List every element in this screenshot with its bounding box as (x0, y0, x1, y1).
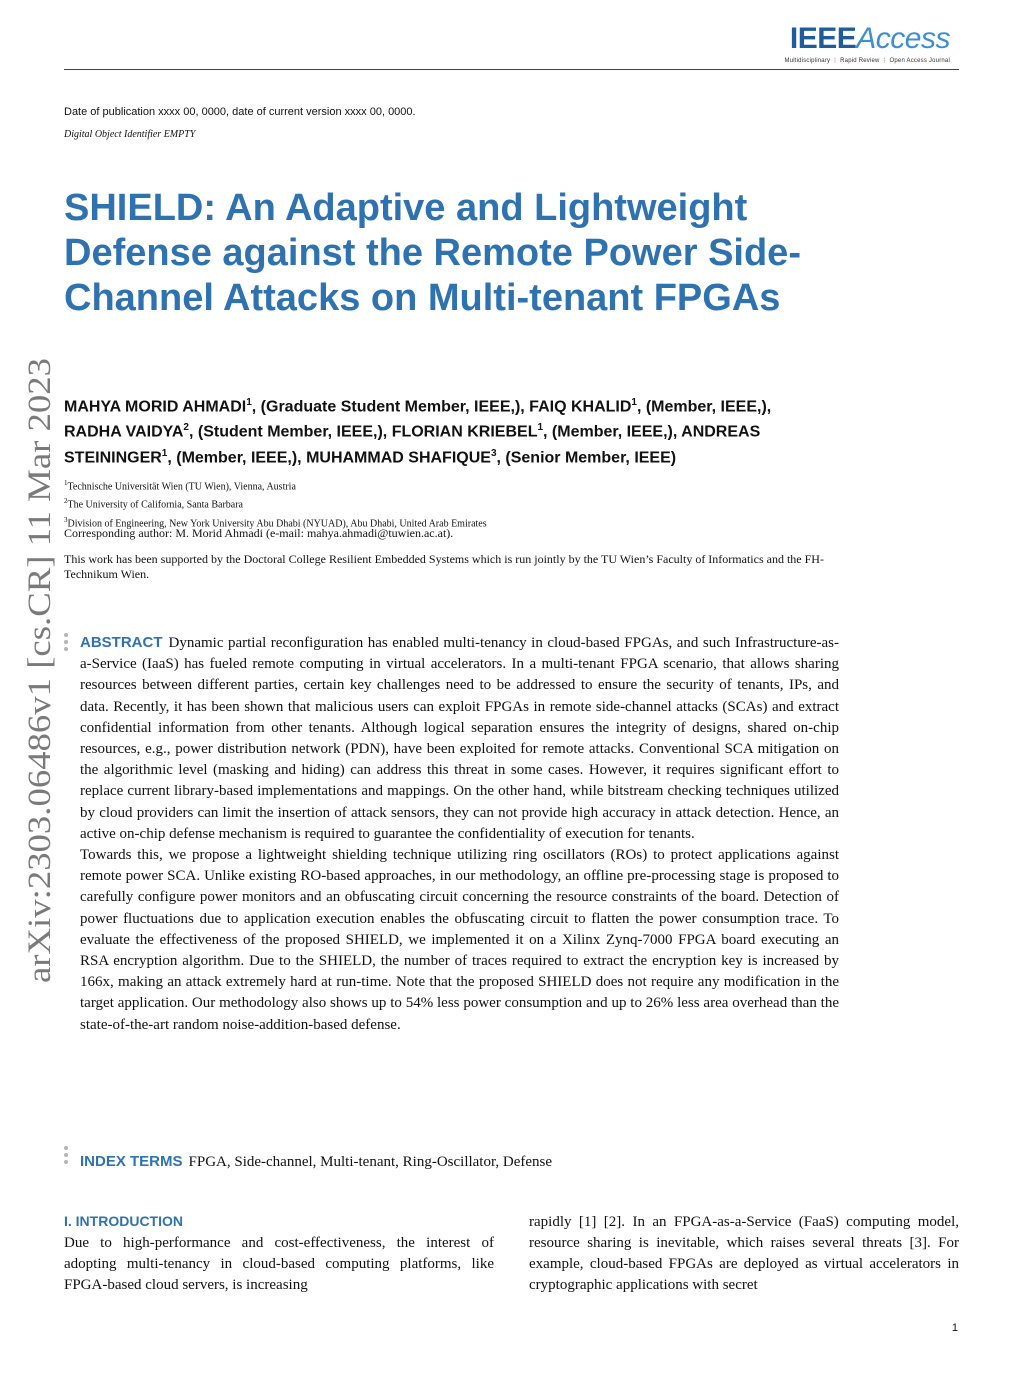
author-role: , (Member, IEEE,), (543, 423, 682, 441)
affiliation-text: Division of Engineering, New York University Abu Dhabi (NYUAD), Abu Dhabi, United Arab Emirates (67, 517, 487, 529)
author-affil-mark: 1 (631, 397, 637, 408)
author-role: , (Member, IEEE,), (167, 448, 307, 466)
author-name: FLORIAN KRIEBEL (391, 423, 538, 441)
author-name: MUHAMMAD SHAFIQUE (306, 448, 491, 466)
logo-wordmark (784, 24, 950, 54)
corresponding-author: Corresponding author: M. Morid Ahmadi (e-mail: mahya.ahmadi@tuwien.ac.at). (64, 526, 454, 540)
affiliation-mark: 3 (64, 515, 68, 524)
paper-title: SHIELD: An Adaptive and Lightweight Defense against the Remote Power Side-Channel Attacks on Multi-tenant FPGAs (64, 187, 801, 319)
author-name: FAIQ KHALID (529, 398, 632, 416)
author-role: , (Senior Member, IEEE) (496, 448, 677, 466)
abstract-label: ABSTRACT (80, 634, 163, 651)
section-heading-introduction: I. INTRODUCTION (64, 1213, 183, 1229)
affiliation-list (64, 476, 784, 531)
arxiv-stamp (12, 355, 62, 985)
funding-note: This work has been supported by the Doctoral College Resilient Embedded Systems which is run jointly by the TU Wien’s Faculty of Informatics and the FH-Technikum Wien. (64, 552, 824, 581)
author-affil-mark: 1 (161, 447, 168, 459)
page-number: 1 (951, 1322, 958, 1334)
logo-access: Access (856, 22, 950, 55)
author-name: ANDREAS STEININGER (64, 423, 761, 466)
author-affil-mark: 1 (246, 397, 252, 408)
publication-date: Date of publication xxxx 00, 0000, date of current version xxxx 00, 0000. (64, 106, 416, 118)
ieee-access-logo (784, 24, 950, 64)
affiliation-text: The University of California, Santa Barbara (67, 499, 243, 511)
author-list (64, 392, 784, 468)
intro-column-left: Due to high-performance and cost-effectiveness, the interest of adopting multi-tenancy in cloud-based computing platforms, like FPGA-based cloud servers, is increasing (64, 1235, 494, 1293)
author-role: , (Member, IEEE,), (636, 398, 772, 416)
index-terms (80, 1153, 552, 1171)
doi-line: Digital Object Identifier EMPTY (64, 129, 196, 140)
index-terms-dots-icon (64, 1146, 69, 1167)
affiliation-text: Technische Universität Wien (TU Wien), Vienna, Austria (67, 481, 296, 493)
abstract-section (80, 632, 839, 1036)
author-role: , (Graduate Student Member, IEEE,), (251, 398, 530, 416)
abstract-paragraph-2: Towards this, we propose a lightweight shielding technique utilizing ring oscillators (ROs) to protect applications against remote power SCA. Unlike existing RO-based approaches, in our methodology, an offline pre-processing stage is proposed to carefully configure power monitors and an obfuscating circuit concerning the resource constraints of the board. Detection of power fluctuations due to application execution enables the obfuscating circuit to flatten the power consumption trace. To evaluate the effectiveness of the proposed SHIELD, we implemented it on a Xilinx Zynq-7000 FPGA board executing an RSA encryption algorithm. Due to the SHIELD, the number of traces required to extract the encryption key is increased by 166x, making an attack extremely hard at run-time. Note that the proposed SHIELD does not require any modification in the target application. Our methodology also shows up to 54% less power consumption and up to 26% less area overhead than the state-of-the-art random noise-addition-based defense. (80, 847, 839, 1033)
author-affil-mark: 1 (537, 422, 544, 434)
logo-ieee: IEEE (789, 22, 857, 55)
intro-column-right: rapidly [1] [2]. In an FPGA-as-a-Service (FaaS) computing model, resource sharing is inevitable, which raises several threats [3]. For example, cloud-based FPGAs are deployed as virtual accelerators in cryptographic applications with secret (529, 1214, 959, 1293)
logo-tagline: Multidisciplinary ⋮ Rapid Review ⋮ Open Access Journal (784, 58, 950, 64)
abstract-dots-icon (64, 633, 69, 654)
author-name: RADHA VAIDYA (64, 423, 184, 441)
arxiv-identifier: arXiv:2303.06486v1 [cs.CR] 11 Mar 2023 (22, 421, 58, 983)
author-affil-mark: 2 (183, 422, 189, 434)
abstract-text-1: Dynamic partial reconfiguration has enabled multi-tenancy in cloud-based FPGAs, and such Infrastructure-as-a-Service (IaaS) has fueled remote computing in virtual accelerators. In a multi-tenant FPGA scenario, that allows sharing resources between different parties, certain key challenges need to be addressed to ensure the security of tenants, IPs, and data. Recently, it has been shown that malicious users can exploit FPGAs in remote side-channel attacks (SCAs) and extract confidential information from other tenants. Although logical separation ensures the integrity of designs, shared on-chip resources, e.g., power distribution network (PDN), have been exploited for remote attacks. Conventional SCA mitigation on the algorithmic level (masking and hiding) can address this threat in some cases. However, it requires significant effort to replace current library-based implementations and mappings. On the other hand, while bitstream checking techniques utilized by cloud providers can limit the insertion of attack sensors, they can not provide high accuracy in attack detection. Hence, an active on-chip defense mechanism is required to guarantee the confidentiality of execution for tenants. (80, 635, 839, 842)
affiliation-item (64, 476, 784, 494)
abstract-paragraph-1 (80, 632, 839, 845)
author-name: MAHYA MORID AHMADI (64, 398, 247, 416)
header-divider (64, 69, 959, 70)
author-role: , (Student Member, IEEE,), (188, 423, 392, 441)
index-terms-label: INDEX TERMS (80, 1153, 183, 1170)
author-affil-mark: 3 (490, 447, 497, 459)
affiliation-mark: 1 (64, 479, 68, 487)
affiliation-item (64, 494, 784, 512)
affiliation-mark: 2 (64, 497, 68, 506)
index-terms-text: FPGA, Side-channel, Multi-tenant, Ring-Oscillator, Defense (188, 1154, 553, 1170)
